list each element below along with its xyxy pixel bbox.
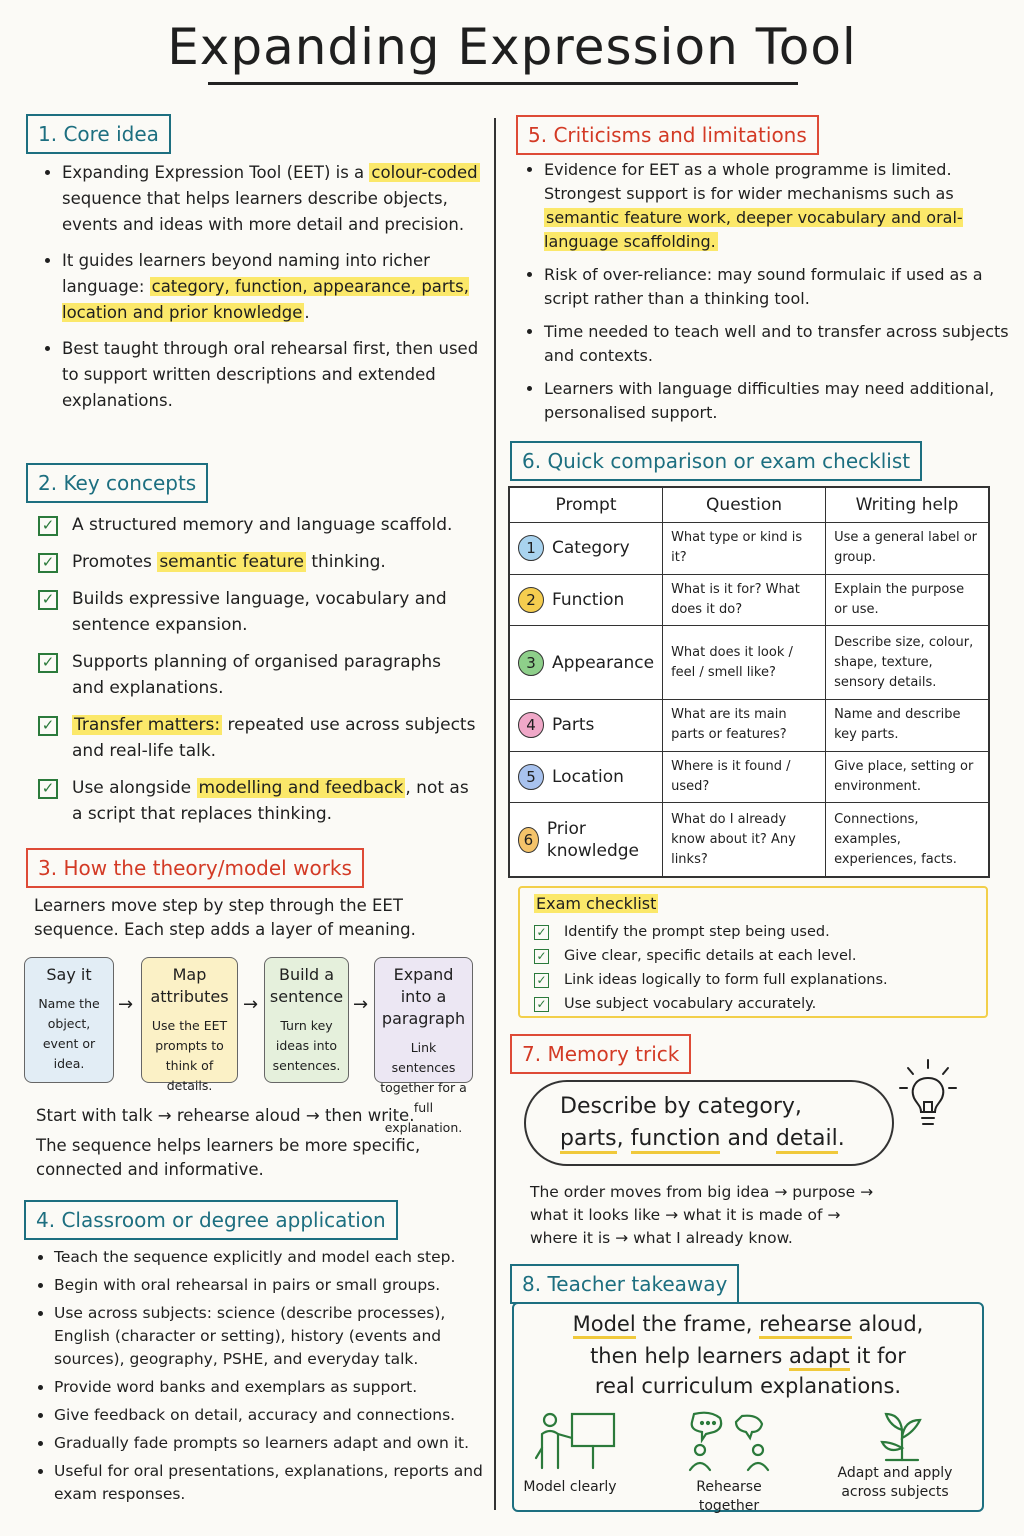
writing-help-cell: Explain the purpose or use. bbox=[826, 574, 989, 626]
flow-arrow: → bbox=[118, 994, 134, 1015]
takeaway-line-2 bbox=[512, 1344, 984, 1368]
text: . bbox=[837, 1126, 845, 1151]
highlight: semantic feature work, deeper vocabulary and oral-language scaffolding. bbox=[544, 208, 963, 251]
table-row bbox=[509, 523, 989, 575]
flow-arrow: → bbox=[353, 994, 369, 1015]
text: Use alongside bbox=[72, 778, 197, 798]
text: adapt bbox=[789, 1344, 850, 1371]
text: A structured memory and language scaffold. bbox=[72, 515, 453, 535]
takeaway-caption: Adapt and apply across subjects bbox=[837, 1465, 953, 1500]
key-concepts-list bbox=[36, 512, 476, 838]
highlight: Transfer matters: bbox=[74, 715, 221, 735]
text: detail bbox=[776, 1126, 838, 1154]
criticism-item bbox=[544, 158, 1014, 254]
question-cell: Where is it found / used? bbox=[663, 751, 826, 803]
step-number-badge: 3 bbox=[518, 650, 544, 676]
step-title: Expand into a paragraph bbox=[381, 965, 466, 1028]
plant-icon bbox=[874, 1408, 930, 1464]
prompt-label: Category bbox=[552, 538, 630, 559]
text: Link ideas logically to form full explanations. bbox=[564, 972, 888, 988]
exam-checklist-items bbox=[534, 920, 888, 1016]
text: repeated use across subjects and real-life talk. bbox=[72, 715, 476, 761]
question-cell: What do I already know about it? Any links? bbox=[663, 803, 826, 877]
section-4-heading: 4. Classroom or degree application bbox=[24, 1200, 398, 1240]
writing-help-cell: Give place, setting or environment. bbox=[826, 751, 989, 803]
key-concept-item bbox=[36, 549, 476, 575]
exam-checklist-item bbox=[534, 968, 888, 992]
text: It guides learners beyond naming into richer language: bbox=[62, 251, 430, 296]
text: Use subject vocabulary accurately. bbox=[564, 996, 817, 1012]
model-sequence-line: Start with talk → rehearse aloud → then write. bbox=[36, 1106, 415, 1125]
step-build-sentence bbox=[264, 957, 349, 1083]
page-title: Expanding Expression Tool bbox=[167, 18, 857, 76]
criticism-item: • Learners with language difficulties may need additional, personalised support. bbox=[544, 377, 1014, 425]
table-row bbox=[509, 574, 989, 626]
step-number-badge: 5 bbox=[518, 764, 544, 790]
highlight: semantic feature bbox=[159, 552, 304, 572]
flow-arrow: → bbox=[243, 994, 259, 1015]
core-idea-item: • Best taught through oral rehearsal first, then used to support written descriptions and extended explanations. bbox=[62, 336, 492, 414]
text: Supports planning of organised paragraphs and explanations. bbox=[72, 652, 441, 698]
key-concept-item bbox=[36, 586, 476, 638]
step-expand-paragraph bbox=[374, 957, 473, 1135]
text: Expanding Expression Tool (EET) is a bbox=[62, 163, 370, 182]
memory-phrase-line-1: Describe by category, bbox=[560, 1094, 802, 1119]
prompt-cell bbox=[509, 626, 663, 700]
section-8-heading: 8. Teacher takeaway bbox=[510, 1264, 739, 1304]
prompt-cell bbox=[509, 699, 663, 751]
section-1-heading: 1. Core idea bbox=[26, 114, 171, 154]
text: . bbox=[304, 303, 310, 322]
step-number-badge: 1 bbox=[518, 535, 544, 561]
key-concept-item bbox=[36, 649, 476, 701]
step-say-it bbox=[24, 957, 114, 1083]
prompt-label: Location bbox=[552, 766, 624, 787]
takeaway-caption: Model clearly bbox=[523, 1479, 617, 1495]
highlight: category, function, appearance, parts, location and prior knowledge bbox=[62, 277, 469, 322]
lightbulb-icon bbox=[896, 1054, 960, 1134]
section-7-heading: 7. Memory trick bbox=[510, 1034, 691, 1074]
order-line-3: where it is → what I already know. bbox=[530, 1229, 793, 1247]
table-row bbox=[509, 751, 989, 803]
table-row bbox=[509, 699, 989, 751]
check-icon: ✓ bbox=[38, 779, 58, 799]
step-desc: Name the object, event or idea. bbox=[38, 996, 100, 1071]
takeaway-caption: Rehearse together bbox=[696, 1479, 762, 1514]
model-summary: The sequence helps learners be more specific, connected and informative. bbox=[36, 1136, 421, 1179]
column-header: Writing help bbox=[826, 487, 989, 523]
application-item: • Gradually fade prompts so learners adapt and own it. bbox=[54, 1432, 504, 1455]
check-icon: ✓ bbox=[38, 516, 58, 536]
text: Builds expressive language, vocabulary and sentence expansion. bbox=[72, 589, 447, 635]
section-5-heading: 5. Criticisms and limitations bbox=[516, 115, 819, 155]
prompt-cell bbox=[509, 751, 663, 803]
question-cell: What type or kind is it? bbox=[663, 523, 826, 575]
model-intro: Learners move step by step through the EET sequence. Each step adds a layer of meaning. bbox=[34, 896, 416, 939]
criticism-item: • Risk of over-reliance: may sound formulaic if used as a script rather than a thinking tool. bbox=[544, 263, 1014, 311]
step-number-badge: 2 bbox=[518, 587, 544, 613]
question-cell: What are its main parts or features? bbox=[663, 699, 826, 751]
prompt-cell bbox=[509, 523, 663, 575]
title-underline bbox=[208, 82, 798, 85]
step-number-badge: 6 bbox=[518, 827, 539, 853]
check-icon: ✓ bbox=[534, 997, 549, 1012]
step-title: Build a sentence bbox=[269, 965, 344, 1006]
order-line-1: The order moves from big idea → purpose → bbox=[530, 1183, 874, 1201]
text: then help learners bbox=[590, 1344, 789, 1368]
section-6-heading: 6. Quick comparison or exam checklist bbox=[510, 441, 922, 481]
application-item: • Provide word banks and exemplars as support. bbox=[54, 1376, 504, 1399]
exam-checklist-title: Exam checklist bbox=[536, 894, 657, 913]
criticisms-list bbox=[520, 158, 1014, 434]
core-idea-item bbox=[62, 248, 492, 326]
exam-checklist-item bbox=[534, 920, 888, 944]
application-item: • Useful for oral presentations, explanations, reports and exam responses. bbox=[54, 1460, 504, 1506]
table-header-row bbox=[509, 487, 989, 523]
comparison-table bbox=[508, 486, 990, 878]
step-number-badge: 4 bbox=[518, 712, 544, 738]
teacher-board-icon bbox=[534, 1408, 618, 1472]
exam-checklist-item bbox=[534, 944, 888, 968]
application-item: • Begin with oral rehearsal in pairs or small groups. bbox=[54, 1274, 504, 1297]
speech-bubbles-icon bbox=[684, 1410, 774, 1472]
text: Give clear, specific details at each level. bbox=[564, 948, 857, 964]
section-2-heading: 2. Key concepts bbox=[26, 463, 208, 503]
table-row bbox=[509, 626, 989, 700]
criticism-item: • Time needed to teach well and to transfer across subjects and contexts. bbox=[544, 320, 1014, 368]
check-icon: ✓ bbox=[38, 590, 58, 610]
exam-checklist-item bbox=[534, 992, 888, 1016]
writing-help-cell: Use a general label or group. bbox=[826, 523, 989, 575]
text: , bbox=[616, 1126, 631, 1151]
application-list bbox=[30, 1246, 504, 1511]
takeaway-line-3: real curriculum explanations. bbox=[594, 1374, 902, 1398]
memory-phrase-line-2 bbox=[560, 1126, 845, 1151]
text: function bbox=[631, 1126, 721, 1154]
step-desc: Link sentences together for a full explanation. bbox=[380, 1040, 467, 1135]
text: Model bbox=[573, 1312, 636, 1339]
writing-help-cell: Name and describe key parts. bbox=[826, 699, 989, 751]
text: sequence that helps learners describe objects, events and ideas with more detail and precision. bbox=[62, 189, 465, 234]
text: , not as a script that replaces thinking. bbox=[72, 778, 469, 824]
check-icon: ✓ bbox=[38, 553, 58, 573]
writing-help-cell: Connections, examples, experiences, facts. bbox=[826, 803, 989, 877]
key-concept-item bbox=[36, 712, 476, 764]
check-icon: ✓ bbox=[534, 973, 549, 988]
step-title: Map attributes bbox=[150, 965, 229, 1006]
prompt-cell bbox=[509, 574, 663, 626]
table-row bbox=[509, 803, 989, 877]
prompt-label: Function bbox=[552, 589, 625, 610]
text: Evidence for EET as a whole programme is limited. Strongest support is for wider mechanisms such as bbox=[544, 160, 954, 203]
column-header: Question bbox=[663, 487, 826, 523]
highlight: colour-coded bbox=[371, 163, 478, 182]
check-icon: ✓ bbox=[534, 925, 549, 940]
order-line-2: what it looks like → what it is made of → bbox=[530, 1206, 841, 1224]
application-item: • Use across subjects: science (describe processes), English (character or setting), history (events and sources), geography, PSHE, and everyday talk. bbox=[54, 1302, 504, 1371]
question-cell: What is it for? What does it do? bbox=[663, 574, 826, 626]
prompt-label: Appearance bbox=[552, 652, 655, 673]
text: it for bbox=[849, 1344, 906, 1368]
text: Identify the prompt step being used. bbox=[564, 924, 830, 940]
application-item: • Give feedback on detail, accuracy and connections. bbox=[54, 1404, 504, 1427]
step-map-attributes bbox=[141, 957, 238, 1093]
key-concept-item bbox=[36, 775, 476, 827]
text: rehearse bbox=[759, 1312, 852, 1339]
application-item: • Teach the sequence explicitly and model each step. bbox=[54, 1246, 504, 1269]
step-title: Say it bbox=[46, 965, 92, 984]
prompt-label: Parts bbox=[552, 715, 595, 736]
check-icon: ✓ bbox=[38, 653, 58, 673]
step-desc: Use the EET prompts to think of details. bbox=[151, 1018, 228, 1093]
check-icon: ✓ bbox=[38, 716, 58, 736]
question-cell: What does it look / feel / smell like? bbox=[663, 626, 826, 700]
text: aloud, bbox=[851, 1312, 924, 1336]
prompt-label: Prior knowledge bbox=[546, 818, 639, 861]
text: the frame, bbox=[635, 1312, 760, 1336]
text: parts bbox=[560, 1126, 617, 1154]
text: Promotes bbox=[72, 552, 158, 572]
column-header: Prompt bbox=[509, 487, 663, 523]
check-icon: ✓ bbox=[534, 949, 549, 964]
exam-checklist bbox=[518, 886, 988, 1018]
prompt-cell bbox=[509, 803, 663, 877]
core-idea-item bbox=[62, 160, 492, 238]
text: thinking. bbox=[305, 552, 386, 572]
text: and bbox=[720, 1126, 776, 1151]
section-3-heading: 3. How the theory/model works bbox=[26, 848, 364, 888]
core-idea-list bbox=[38, 160, 492, 424]
takeaway-line-1 bbox=[512, 1312, 984, 1336]
step-desc: Turn key ideas into sentences. bbox=[272, 1018, 341, 1073]
highlight: modelling and feedback bbox=[198, 778, 404, 798]
key-concept-item bbox=[36, 512, 476, 538]
writing-help-cell: Describe size, colour, shape, texture, sensory details. bbox=[826, 626, 989, 700]
